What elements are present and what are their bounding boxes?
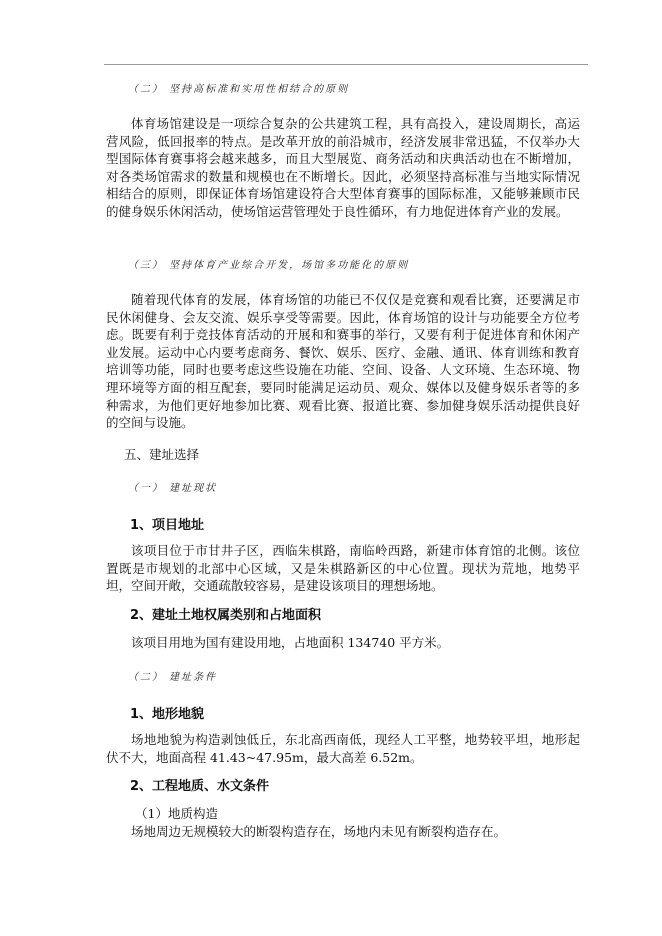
section-heading-2-2: （二） 坚持高标准和实用性相结合的原则 [128, 84, 350, 95]
paragraph-project-address: 该项目位于市甘井子区，西临朱棋路，南临岭西路，新建市体育馆的北侧。该位置既是市规划的北部中心区域，又是朱棋路新区的中心位置。现状为荒地，地势平坦，空间开敞，交通疏散较容易，是建设该项目的理想场地。 [106, 543, 580, 594]
paragraph-multi-function: 随着现代体育的发展，体育场馆的功能已不仅仅是竞赛和观看比赛，还要满足市民休闲健身、会友交流、娱乐享受等需要。因此，体育场馆的设计与功能要全方位考虑。既要有利于竞技体育活动的开展和和赛事的举行，又要有利于促进体育和休闲产业发展。运动中心内要考虑商务、餐饮、娱乐、医疗、金融、通讯、体育训练和教育培训等功能，同时也要考虑这些设施在功能、空间、设备、人文环境、生态环境、物理环境等方面的相互配套，要同时能满足运动员、观众、媒体以及健身娱乐者等的多种需求，为他们更好地参加比赛、观看比赛、报道比赛、参加健身娱乐活动提供良好的空间与设施。 [106, 292, 580, 431]
chapter-heading-5: 五、建址选择 [124, 447, 200, 462]
section-heading-site-conditions: （二） 建址条件 [128, 672, 218, 683]
subheading-geological-structure: （1）地质构造 [135, 806, 218, 821]
header-rule [104, 64, 588, 65]
subheading-land-ownership: 2、建址土地权属类别和占地面积 [130, 608, 322, 623]
paragraph-high-standard: 体育场馆建设是一项综合复杂的公共建筑工程，具有高投入，建设周期长，高运营风险，低回报率的特点。是改革开放的前沿城市，经济发展非常迅猛，不仅举办大型国际体育赛事将会越来越多，而且大型展览、商务活动和庆典活动也在不断增加，对各类场馆需求的数量和规模也在不断增长。因此，必须坚持高标准与当地实际情况相结合的原则，即保证体育场馆建设符合大型体育赛事的国际标准，又能够兼顾市民的健身娱乐休闲活动，使场馆运营管理处于良性循环，有力地促进体育产业的发展。 [106, 116, 580, 219]
paragraph-land-area: 该项目用地为国有建设用地，占地面积 134740 平方米。 [131, 635, 450, 650]
subheading-terrain: 1、地形地貌 [130, 707, 205, 722]
subheading-geology-hydrology: 2、工程地质、水文条件 [130, 779, 270, 794]
section-heading-site-status: （一） 建址现状 [128, 483, 218, 494]
section-heading-2-3: （三） 坚持体育产业综合开发，场馆多功能化的原则 [128, 260, 410, 271]
paragraph-terrain: 场地地貌为构造剥蚀低丘，东北高西南低，现经人工平整，地势较平坦，地形起伏不大，地面高程 41.43~47.95m，最大高差 6.52m。 [106, 732, 580, 765]
paragraph-geological-structure: 场地周边无规模较大的断裂构造存在，场地内未见有断裂构造存在。 [131, 824, 507, 839]
subheading-project-address: 1、项目地址 [130, 518, 205, 533]
